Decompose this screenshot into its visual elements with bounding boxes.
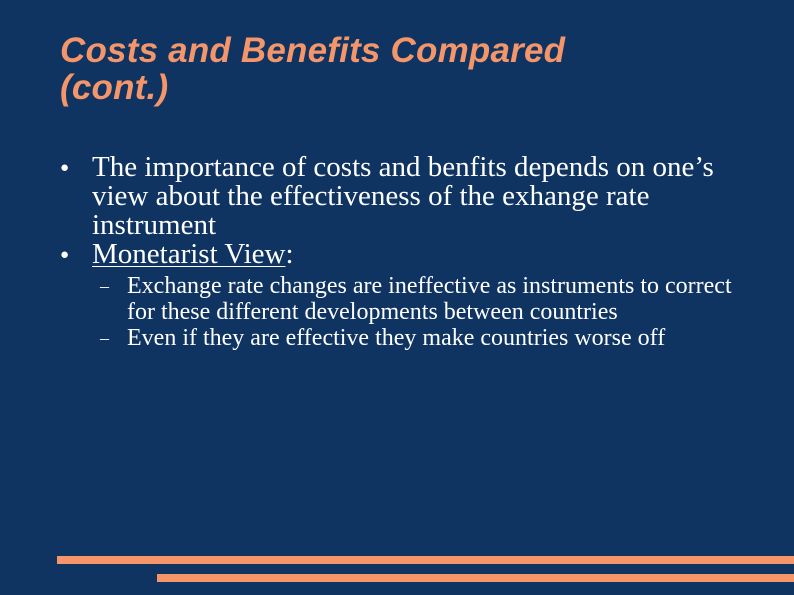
sub-bullet-item-ineffective [0,273,757,325]
slide-title [60,32,740,106]
bullet-icon: ● [60,247,70,263]
bullet-item-monetarist-view [0,240,732,351]
sub-bullet-text: Exchange rate changes are ineffective as instruments to correct for these different developments between countries [127,273,732,325]
sub-bullet-list [92,273,732,351]
bullet-text: The importance of costs and benfits depends on one’s view about the effectiveness of the exhange rate instrument [92,151,714,241]
bullet-heading-monetarist-view: Monetarist View [92,238,286,270]
dash-icon: – [100,276,109,296]
decorative-bar-bottom [157,574,794,582]
sub-bullet-text: Even if they are effective they make countries worse off [127,325,666,351]
dash-icon: – [100,328,109,348]
slide-title-line-2: (cont.) [60,68,169,107]
bullet-heading-colon: : [285,238,294,270]
sub-bullet-item-worse-off [0,325,757,351]
slide-title-line-1: Costs and Benefits Compared [60,31,566,70]
decorative-bar-top [57,556,794,564]
bullet-list [0,153,794,351]
bullet-icon: ● [60,160,70,176]
bullet-item-importance [0,153,732,240]
